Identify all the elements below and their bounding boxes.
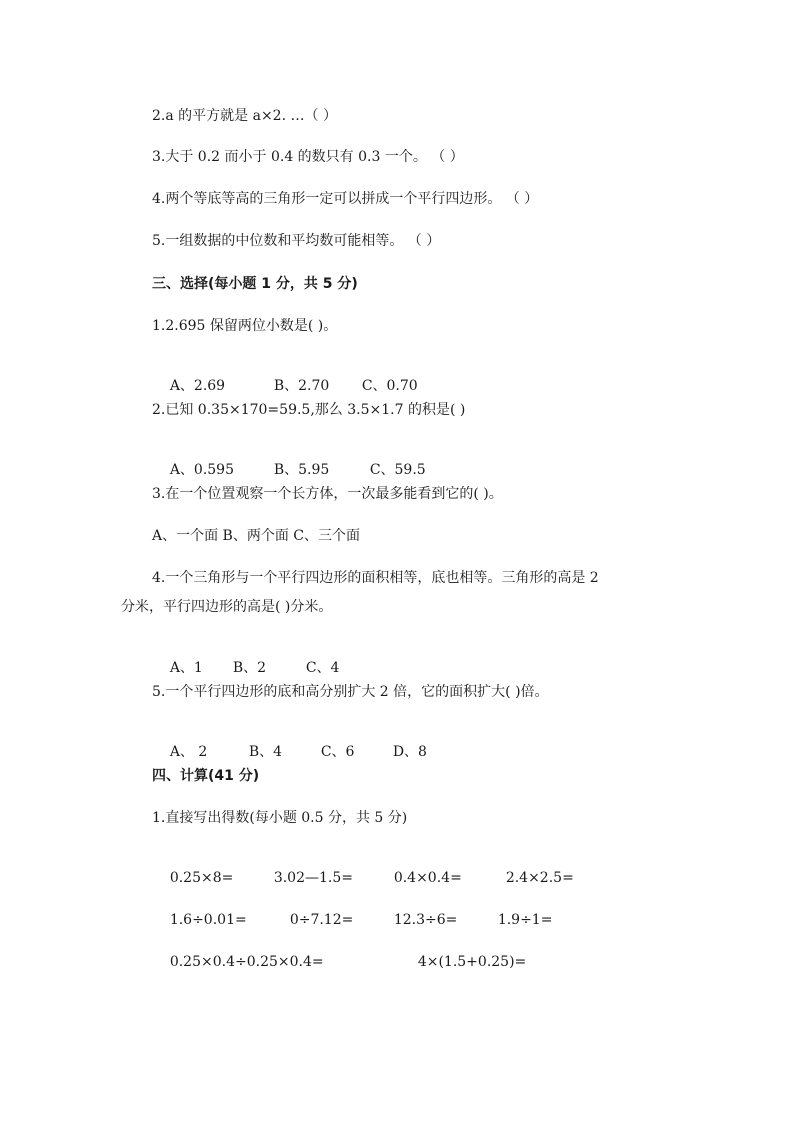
option-b: B、2: [232, 660, 267, 676]
judge-question-3: 3.大于 0.2 而小于 0.4 的数只有 0.3 一个。 （ ）: [152, 149, 464, 165]
option-b: B、2.70: [273, 378, 330, 394]
option-a: A、 2: [169, 744, 208, 760]
option-c: C、4: [305, 660, 340, 676]
option-c: C、59.5: [369, 462, 426, 478]
calc-row-3: [152, 935, 526, 989]
option-d: D、8: [392, 744, 427, 760]
calc-item: 0.25×8=: [169, 870, 234, 886]
option-a: A、2.69: [169, 378, 226, 394]
section-heading-calc: 四、计算(41 分): [152, 768, 260, 784]
option-c: C、0.70: [361, 378, 418, 394]
choice-question-1: 1.2.695 保留两位小数是( )。: [152, 318, 338, 334]
calc-item: 1.9÷1=: [497, 912, 553, 928]
option-a: A、1: [169, 660, 203, 676]
choice-question-4-line-2: 分米，平行四边形的高是( )分米。: [121, 599, 333, 615]
calc-item: 0÷7.12=: [289, 912, 354, 928]
option-c: C、6: [320, 744, 355, 760]
calc-subheading-1: 1.直接写出得数(每小题 0.5 分，共 5 分): [152, 810, 408, 826]
calc-item: 1.6÷0.01=: [169, 912, 247, 928]
choice-question-4-line-1: 4.一个三角形与一个平行四边形的面积相等，底也相等。三角形的高是 2: [152, 570, 599, 586]
option-a: A、0.595: [169, 462, 235, 478]
judge-question-5: 5.一组数据的中位数和平均数可能相等。 （ ）: [152, 233, 441, 249]
calc-item: 3.02—1.5=: [273, 870, 353, 886]
section-heading-choice: 三、选择(每小题 1 分，共 5 分): [152, 276, 358, 292]
option-b: B、5.95: [273, 462, 330, 478]
choice-options-3: A、一个面 B、两个面 C、三个面: [152, 528, 361, 544]
calc-item: 12.3÷6=: [393, 912, 458, 928]
calc-item: 2.4×2.5=: [505, 870, 574, 886]
option-b: B、4: [248, 744, 283, 760]
calc-item: 0.4×0.4=: [393, 870, 462, 886]
calc-item: 0.25×0.4÷0.25×0.4=: [169, 954, 324, 970]
judge-question-4: 4.两个等底等高的三角形一定可以拼成一个平行四边形。 （ ）: [152, 191, 539, 207]
choice-question-3: 3.在一个位置观察一个长方体，一次最多能看到它的( )。: [152, 486, 503, 502]
choice-question-5: 5.一个平行四边形的底和高分别扩大 2 倍，它的面积扩大( )倍。: [152, 684, 549, 700]
choice-question-2: 2.已知 0.35×170=59.5,那么 3.5×1.7 的积是( ): [152, 402, 466, 418]
calc-item: 4×(1.5+0.25)=: [417, 954, 527, 970]
judge-question-2: 2.a 的平方就是 a×2. …（ ）: [152, 108, 337, 124]
